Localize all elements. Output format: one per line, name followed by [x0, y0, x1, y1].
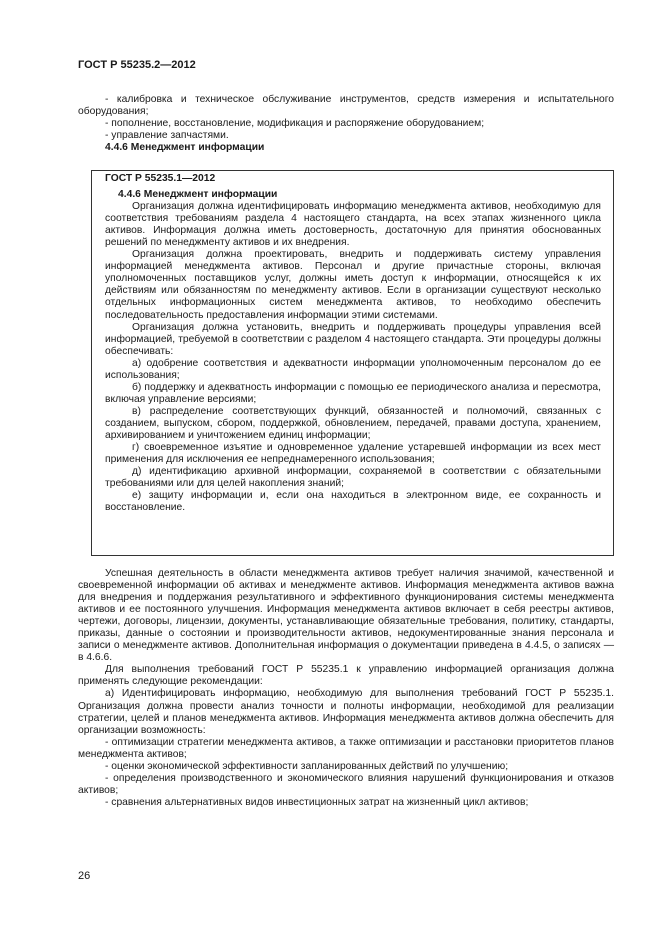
box-list-item: д) идентификацию архивной информации, сохраняемой в соответствии с обязательными требованиями или для целей накопления знаний; [105, 466, 601, 490]
body-section [78, 568, 614, 809]
box-list-item: е) защиту информации и, если она находиться в электронном виде, ее сохранность и восстановление. [105, 490, 601, 514]
top-section [78, 94, 614, 154]
list-item: - пополнение, восстановление, модификация и распоряжение оборудованием; [105, 118, 485, 130]
list-item: - оценки экономической эффективности запланированных действий по улучшению; [105, 760, 509, 772]
box-paragraph: Организация должна идентифицировать информацию менеджмента активов, необходимую для соответствия требованиям раздела 4 настоящего стандарта, на всех этапах жизненного цикла активов. Информация должна иметь достоверность, достаточную для принятия обоснованных решений по менеджменту активов и их внедрения. [105, 201, 601, 249]
box-list-item: в) распределение соответствующих функций, обязанностей и полномочий, связанных с созданием, выпуском, сбором, поддержкой, обновлением, передачей, правами доступа, хранением, архивированием и уничтожением единиц информации; [105, 405, 601, 441]
box-paragraph: Организация должна проектировать, внедрить и поддерживать систему управления информацией менеджмента активов. Персонал и другие причастные стороны, включая уполномоченных поставщиков услуг, должны иметь доступ к информации, относящейся к их действиям или обязанностям по менеджменту активов. Если в организации существуют несколько отдельных информационных систем менеджмента активов, то необходимо обеспечить последовательность предоставления информации этими системами. [105, 249, 601, 321]
box-section-title: 4.4.6 Менеджмент информации [118, 189, 278, 201]
section-title: 4.4.6 Менеджмент информации [105, 142, 265, 154]
box-list-item: г) своевременное изъятие и одновременное удаление устаревшей информации из всех мест применения для исключения ее непреднамеренного использования; [105, 442, 601, 466]
standard-quote-box [91, 170, 614, 556]
list-item: - сравнения альтернативных видов инвестиционных затрат на жизненный цикл активов; [105, 796, 529, 808]
body-paragraph: Успешная деятельность в области менеджмента активов требует наличия значимой, качественной и своевременной информации об активах и менеджменте активов. Информация менеджмента активов важна для внедрения и поддержания результативного и эффективного функционирования системы менеджмента активов и ее постоянного улучшения. Информация менеджмента активов включает в себя реестры активов, чертежи, договоры, лицензии, документы, устанавливающие обязательные требования, политику, стандарты, приказы, данные о состоянии и производительности активов, недокументированные знания персонала и записи о менеджменте активов. Дополнительная информация о документации приведена в 4.4.5, о записях — в 4.6.6. [78, 568, 614, 664]
standard-reference: ГОСТ Р 55235.1—2012 [105, 173, 216, 184]
list-item: - калибровка и техническое обслуживание инструментов, средств измерения и испытательного оборудования; [78, 94, 614, 118]
page-number: 26 [78, 870, 91, 882]
body-paragraph: а) Идентифицировать информацию, необходимую для выполнения требований ГОСТ Р 55235.1. Организация должна провести анализ точности и полноты информации, необходимой для реализации стратегии, целей и планов менеджмента активов. Информация менеджмента активов должна обеспечить для организации возможность: [78, 688, 614, 736]
body-paragraph: Для выполнения требований ГОСТ Р 55235.1 к управлению информацией организация должна применять следующие рекомендации: [78, 664, 614, 688]
list-item: - оптимизации стратегии менеджмента активов, а также оптимизации и расстановки приоритетов планов менеджмента активов; [78, 736, 614, 760]
box-list-item: а) одобрение соответствия и адекватности информации уполномоченным персоналом до ее использования; [105, 357, 601, 381]
box-paragraph: Организация должна установить, внедрить и поддерживать процедуры управления всей информацией, требуемой в соответствии с разделом 4 настоящего стандарта. Эти процедуры должны обеспечивать: [105, 321, 601, 357]
document-header: ГОСТ Р 55235.2—2012 [78, 59, 196, 71]
list-item: - управление запчастями. [105, 130, 229, 142]
box-list-item: б) поддержку и адекватность информации с помощью ее периодического анализа и пересмотра, включая управление версиями; [105, 381, 601, 405]
list-item: - определения производственного и экономического влияния нарушений функционирования и отказов активов; [78, 772, 614, 796]
